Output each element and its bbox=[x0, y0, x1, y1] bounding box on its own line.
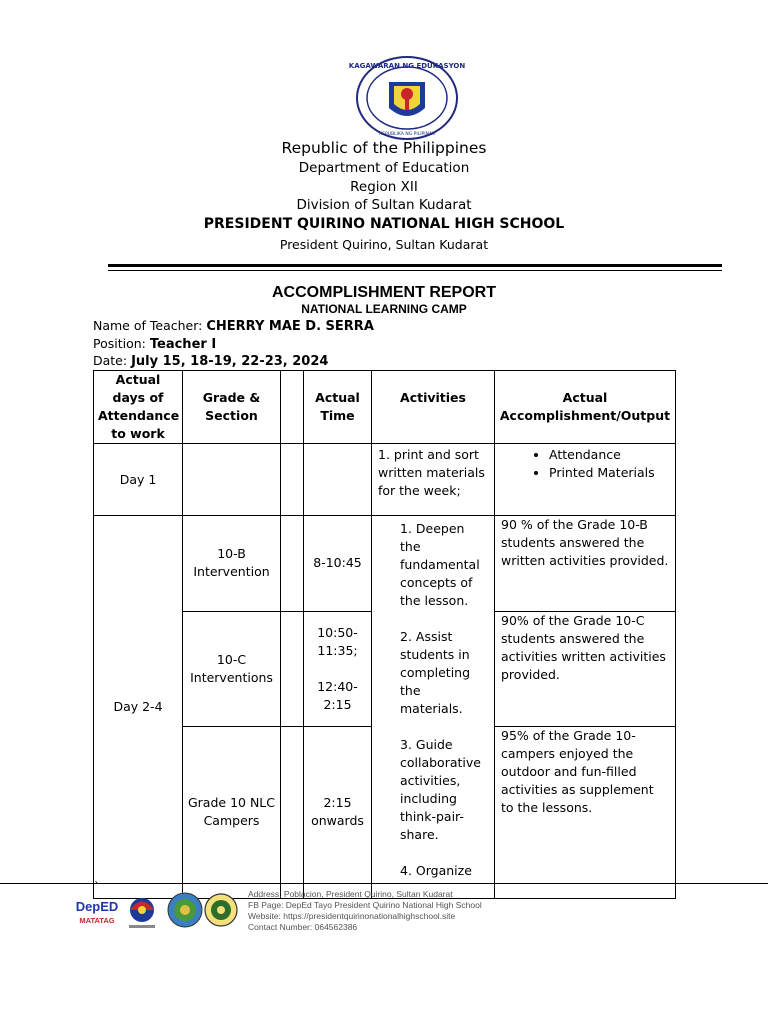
division-line: Division of Sultan Kudarat bbox=[296, 197, 472, 213]
row-output: 90 % of the Grade 10-B students answered the written activities provided. bbox=[495, 516, 676, 612]
table-header-row bbox=[94, 371, 676, 444]
division-seal-logo bbox=[166, 891, 204, 929]
day24-label: Day 2-4 bbox=[94, 516, 183, 899]
teacher-line bbox=[93, 318, 374, 334]
school-seal-logo bbox=[203, 891, 239, 929]
deped-matatag-logo bbox=[73, 893, 121, 931]
header-output: Actual Accomplishment/Output bbox=[495, 371, 676, 444]
row-time: 2:15 onwards bbox=[304, 726, 372, 898]
header-days: Actual days of Attendance to work bbox=[94, 371, 183, 444]
school-address: President Quirino, Sultan Kudarat bbox=[279, 237, 489, 252]
bagong-pilipinas-logo bbox=[123, 895, 161, 931]
teacher-label: Name of Teacher: bbox=[93, 318, 203, 333]
row-grade: 10-C Interventions bbox=[183, 611, 281, 726]
row-output: 95% of the Grade 10-campers enjoyed the outdoor and fun-filled activities as supplement to the lessons. bbox=[495, 726, 676, 898]
day1-outputs bbox=[495, 444, 676, 516]
header-divider-thick bbox=[108, 264, 722, 267]
deped-logo-text: DepED bbox=[75, 899, 119, 914]
day24-activities bbox=[372, 516, 495, 899]
footer-contact: Contact Number: 064562386 bbox=[248, 922, 358, 932]
row-blank bbox=[281, 726, 304, 898]
teacher-value: CHERRY MAE D. SERRA bbox=[206, 319, 374, 334]
position-label: Position: bbox=[93, 336, 146, 351]
activity-item: 3. Guide collaborative activities, including think-pair-share. bbox=[400, 737, 481, 842]
position-line bbox=[93, 336, 216, 352]
header-blank bbox=[281, 371, 304, 444]
footer-address: Address: Poblacion, President Quirino, Sultan Kudarat bbox=[248, 889, 453, 899]
matatag-logo-text: MATATAG bbox=[79, 916, 115, 925]
activity-item: 2. Assist students in completing the materials. bbox=[400, 629, 471, 716]
region-line: Region XII bbox=[350, 179, 418, 195]
row-time: 8-10:45 bbox=[304, 516, 372, 612]
list-item: • Attendance bbox=[549, 446, 669, 464]
day1-time bbox=[304, 444, 372, 516]
position-value: Teacher I bbox=[149, 337, 217, 352]
seal-text-bottom: REPUBLIKA NG PILIPINAS bbox=[379, 132, 435, 137]
time-part: 10:50-11:35; bbox=[317, 624, 358, 658]
row-grade: Grade 10 NLC Campers bbox=[183, 726, 281, 898]
report-title: ACCOMPLISHMENT REPORT bbox=[272, 284, 496, 301]
activity-item: 4. Organize bbox=[400, 863, 472, 878]
footer-website[interactable]: Website: https://presidentquirinonationalhighschool.site bbox=[248, 911, 456, 921]
footer-contact-block bbox=[248, 889, 482, 933]
date-label: Date: bbox=[93, 353, 128, 368]
day1-activity: 1. print and sort written materials for the week; bbox=[372, 444, 495, 516]
day1-blank bbox=[281, 444, 304, 516]
header-time: Actual Time bbox=[304, 371, 372, 444]
header-activities: Activities bbox=[372, 371, 495, 444]
country-line: Republic of the Philippines bbox=[281, 139, 487, 157]
row-grade: 10-B Intervention bbox=[183, 516, 281, 612]
table-row bbox=[94, 444, 676, 516]
header-grade: Grade & Section bbox=[183, 371, 281, 444]
report-subtitle: NATIONAL LEARNING CAMP bbox=[301, 302, 467, 316]
header-divider-thin bbox=[108, 270, 722, 271]
row-blank bbox=[281, 516, 304, 612]
footer-fb[interactable]: FB Page: DepEd Tayo President Quirino National High School bbox=[248, 900, 482, 910]
school-name: PRESIDENT QUIRINO NATIONAL HIGH SCHOOL bbox=[203, 216, 565, 232]
footer-divider bbox=[0, 883, 768, 884]
day1-grade bbox=[183, 444, 281, 516]
date-value: July 15, 18-19, 22-23, 2024 bbox=[131, 354, 329, 369]
footer-mark: ` bbox=[94, 880, 100, 894]
day1-label: Day 1 bbox=[94, 444, 183, 516]
table-row bbox=[94, 516, 676, 612]
deped-seal-logo bbox=[348, 56, 466, 140]
seal-text-top: KAGAWARAN NG EDUKASYON bbox=[348, 62, 466, 70]
activity-item: 1. Deepen the fundamental concepts of the lesson. bbox=[400, 521, 480, 608]
row-time bbox=[304, 611, 372, 726]
department-line: Department of Education bbox=[298, 160, 470, 176]
row-output: 90% of the Grade 10-C students answered the activities written activities provided. bbox=[495, 611, 676, 726]
row-blank bbox=[281, 611, 304, 726]
list-item: • Printed Materials bbox=[549, 464, 669, 482]
time-part: 12:40-2:15 bbox=[317, 678, 358, 712]
date-line bbox=[93, 353, 328, 369]
accomplishment-table bbox=[93, 370, 676, 899]
